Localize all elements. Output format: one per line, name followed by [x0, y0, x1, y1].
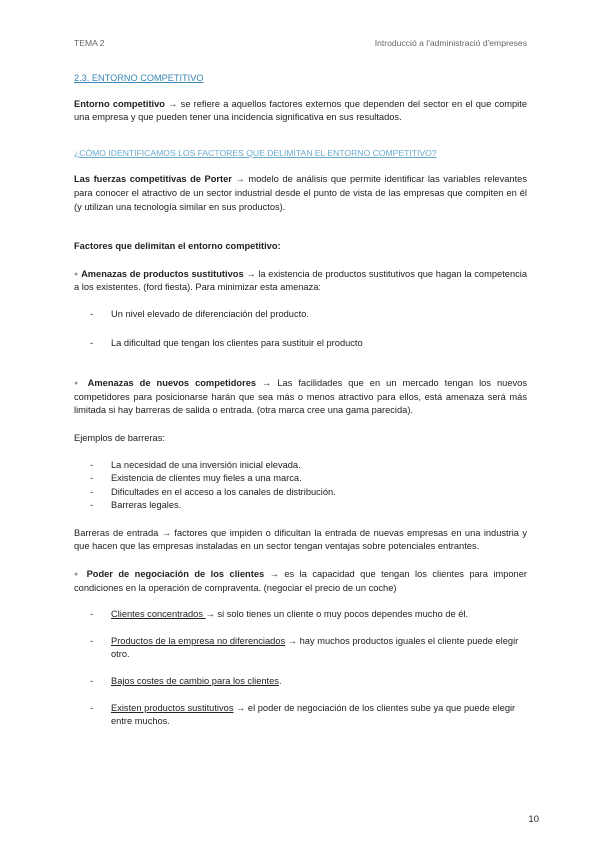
- list-item: [74, 486, 527, 500]
- term-new-competitors: Amenazas de nuevos competidores: [87, 378, 257, 389]
- factor-new-competitors: [74, 377, 527, 418]
- paragraph-porter: [74, 173, 527, 214]
- list-item: [74, 499, 527, 513]
- definition-text: → se refiere a aquellos factores externos que dependen del sector en el que compite una empresa y que pueden tener una incidencia significativa en sus resultados.: [74, 98, 528, 123]
- client-power-list: [74, 608, 527, 729]
- list-item: [74, 702, 527, 729]
- list-item: [74, 608, 527, 622]
- list-item-text: .: [278, 676, 282, 687]
- dash-icon: -: [90, 337, 94, 348]
- barriers-heading: Ejemplos de barreras:: [74, 432, 165, 443]
- list-item: [74, 675, 527, 689]
- list-item: [74, 308, 527, 322]
- list-item-text: Un nivel elevado de diferenciación del producto.: [111, 308, 309, 319]
- list-item: [74, 337, 527, 351]
- question-heading: ¿CÓMO IDENTIFICAMOS LOS FACTORES QUE DELIMITAN EL ENTORNO COMPETITIVO?: [74, 147, 437, 158]
- dash-icon: -: [90, 473, 94, 484]
- list-item-text: → si solo tienes un cliente o muy pocos dependes mucho de él.: [205, 609, 469, 620]
- paragraph-entorno-competitivo: [74, 98, 527, 125]
- substitutes-list: [74, 308, 527, 350]
- term-client-power: Poder de negociación de los clientes: [86, 569, 265, 580]
- factor-text: → la existencia de productos sustitutivos que hagan la competencia a los existentes. (ford fiesta). Para minimizar esta amenaza:: [74, 268, 527, 293]
- list-item-text: → hay muchos productos iguales el cliente puede elegir otro.: [111, 635, 519, 660]
- dash-icon: -: [90, 459, 94, 470]
- factor-text: → Las facilidades que en un mercado tengan los nuevos competidores para posicionarse harán que sea más o menos atractivo para ellos, está amenaza será más limitada si hay barreras de salida o entrada. (otra marca cree una gama parecida).: [74, 378, 527, 416]
- dash-icon: -: [90, 486, 94, 497]
- term-substitutes: Amenazas de productos sustitutivos: [81, 268, 244, 279]
- bullet-icon: ●: [74, 571, 82, 579]
- term-porter: Las fuerzas competitivas de Porter: [74, 174, 232, 185]
- list-item-term: Bajos costes de cambio para los clientes: [111, 676, 279, 687]
- dash-icon: -: [90, 676, 94, 687]
- factor-client-power: [74, 568, 527, 595]
- list-item: [74, 635, 527, 662]
- list-item-term: Existen productos sustitutivos: [111, 702, 234, 713]
- dash-icon: -: [90, 702, 94, 713]
- page-number: 10: [528, 814, 539, 825]
- factor-substitutes: [74, 268, 527, 295]
- dash-icon: -: [90, 609, 94, 620]
- list-item: [74, 472, 527, 486]
- bullet-icon: ●: [74, 380, 82, 388]
- running-header-left: TEMA 2: [74, 38, 105, 48]
- factors-heading-text: Factores que delimitan el entorno competitivo:: [74, 241, 281, 252]
- section-title: 2.3. ENTORNO COMPETITIVO: [74, 73, 204, 83]
- running-header-right: Introducció a l'administració d'empreses: [374, 38, 527, 48]
- bullet-icon: ●: [74, 270, 79, 278]
- list-item-text: Barreras legales.: [111, 500, 182, 511]
- list-item-text: La dificultad que tengan los clientes para sustituir el producto: [111, 337, 363, 348]
- paragraph-entry-barriers: Barreras de entrada → factores que impiden o dificultan la entrada de nuevas empresas en una industria y que hacen que las empresas instaladas en un sector tengan ventajas sobre potenciales entrantes.: [74, 527, 527, 552]
- page-content: [74, 72, 527, 729]
- term-entorno-competitivo: Entorno competitivo: [74, 98, 165, 109]
- barriers-list: [74, 459, 527, 513]
- list-item: [74, 459, 527, 473]
- list-item-text: La necesidad de una inversión inicial elevada.: [111, 459, 301, 470]
- list-item-text: Existencia de clientes muy fieles a una marca.: [111, 473, 302, 484]
- definition-text: → modelo de análisis que permite identificar las variables relevantes para conocer el atractivo de un sector industrial desde el punto de vista de las empresas que compiten en él (y utilizan una tecnología similar en sus productos).: [74, 174, 527, 212]
- dash-icon: -: [90, 500, 94, 511]
- list-item-text: Dificultades en el acceso a los canales de distribución.: [111, 486, 336, 497]
- list-item-term: Clientes concentrados: [111, 609, 206, 620]
- factor-text: → es la capacidad que tengan los clientes para imponer condiciones en la operación de compraventa. (negociar el precio de un coche): [74, 569, 527, 593]
- list-item-text: → el poder de negociación de los clientes sube ya que puede elegir entre muchos.: [111, 702, 516, 727]
- dash-icon: -: [90, 635, 94, 646]
- list-item-term: Productos de la empresa no diferenciados: [111, 635, 286, 646]
- factors-heading: [74, 240, 527, 254]
- dash-icon: -: [90, 308, 94, 319]
